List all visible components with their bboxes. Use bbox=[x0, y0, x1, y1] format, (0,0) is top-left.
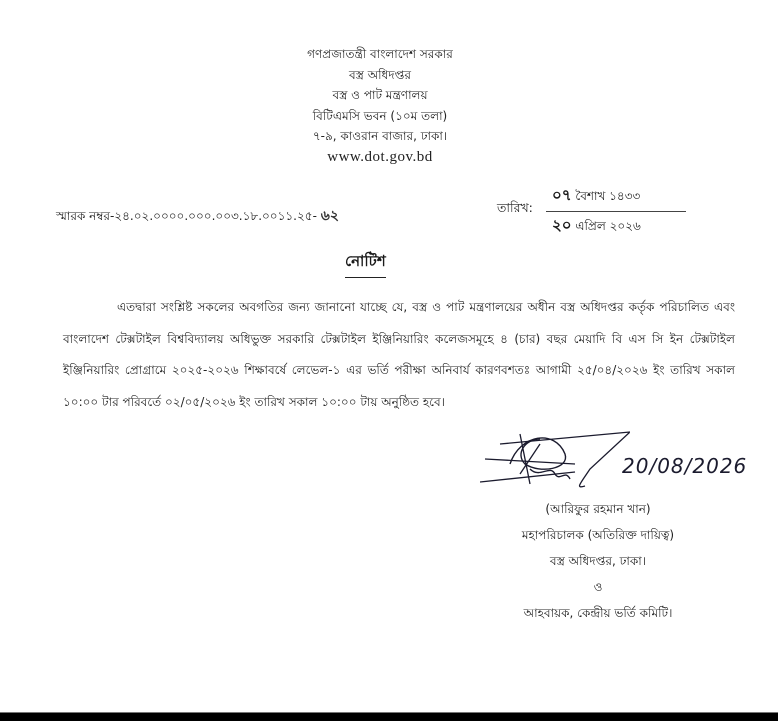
gregorian-day: ২০ bbox=[552, 216, 572, 234]
signatory-conjunction: ও bbox=[593, 580, 603, 594]
website-link[interactable]: www.dot.gov.bd bbox=[327, 148, 433, 165]
department-name: বস্ত্র অধিদপ্তর bbox=[348, 67, 412, 82]
notice-body-text: এতদ্বারা সংশ্লিষ্ট সকলের অবগতির জন্য জানানো যাচ্ছে যে, বস্ত্র ও পাট মন্ত্রণালয়ের অধীন বস্ত্র অধিদপ্তর কর্তৃক পরিচালিত এবং বাংলাদেশ টেক্সটাইল বিশ্ববিদ্যালয় অধিভুক্ত সরকারি টেক্সটাইল ইঞ্জিনিয়ারিং কলেজসমূহে ৪ (চার) বছর মেয়াদি বি এস সি ইন টেক্সটাইল ইঞ্জিনিয়ারিং প্রোগ্রামে ২০২৫-২০২৬ শিক্ষাবর্ষে লেভেল-১ এর ভর্তি পরীক্ষা অনিবার্য কারণবশতঃ আগামী ২৫/০৪/২০২৬ ইং তারিখ সকাল ১০:০০ টার পরিবর্তে ০২/০৫/২০২৬ ইং তারিখ সকাল ১০:০০ টায় অনুষ্ঠিত হবে। bbox=[63, 300, 735, 409]
notice-body bbox=[63, 292, 735, 418]
office-address: ৭-৯, কাওরান বাজার, ঢাকা। bbox=[312, 129, 448, 143]
ministry-name: বস্ত্র ও পাট মন্ত্রণালয় bbox=[332, 88, 428, 102]
signature-block bbox=[478, 496, 718, 626]
signatory-name: (আরিফুর রহমান খান) bbox=[545, 502, 651, 516]
memo-handwritten-suffix: ৬২ bbox=[320, 208, 339, 224]
bangla-day: ০৭ bbox=[552, 186, 572, 204]
signatory-office: বস্ত্র অধিদপ্তর, ঢাকা। bbox=[549, 554, 647, 568]
memo-number bbox=[56, 204, 339, 228]
gregorian-date bbox=[546, 212, 686, 239]
date-block bbox=[546, 184, 686, 239]
letterhead bbox=[230, 44, 530, 167]
signatory-committee-role: আহবায়ক, কেন্দ্রীয় ভর্তি কমিটি। bbox=[523, 606, 673, 620]
signature-date: 20/08/2026 bbox=[622, 454, 748, 478]
signatory-designation: মহাপরিচালক (অতিরিক্ত দায়িত্ব) bbox=[521, 528, 675, 542]
notice-title: নোটিশ bbox=[345, 250, 386, 278]
bangla-month-year: বৈশাখ ১৪৩৩ bbox=[575, 189, 641, 203]
date-label: তারিখ: bbox=[497, 200, 533, 215]
building-name: বিটিএমসি ভবন (১০ম তলা) bbox=[312, 108, 448, 123]
memo-label: স্মারক নম্বর-২৪.০২.০০০০.০০০.০০৩.১৮.০০১১.২৫- bbox=[56, 209, 317, 223]
bangla-date bbox=[546, 184, 686, 212]
gregorian-month-year: এপ্রিল ২০২৬ bbox=[575, 219, 641, 233]
government-name: গণপ্রজাতন্ত্রী বাংলাদেশ সরকার bbox=[307, 47, 453, 61]
signature-icon bbox=[480, 424, 630, 504]
